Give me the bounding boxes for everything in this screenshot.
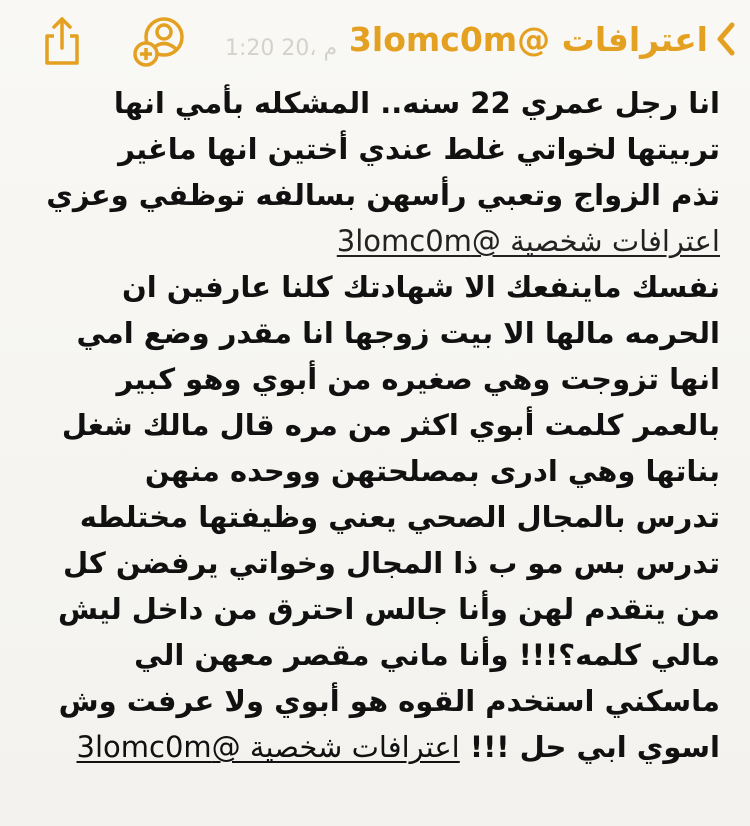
last-note-line bbox=[40, 724, 720, 770]
note-line: من يتقدم لهن وأنا جالس احترق من داخل ليش bbox=[57, 592, 720, 626]
add-user-icon[interactable] bbox=[130, 14, 192, 68]
toolbar bbox=[0, 0, 750, 80]
chevron-right-icon bbox=[712, 19, 742, 59]
note-line: مالي كلمه؟!!! وأنا ماني مقصر معهن الي bbox=[134, 638, 720, 672]
note-date: 1:20 م ،20 bbox=[225, 36, 338, 61]
note-line: نفسك ماينفعك الا شهادتك كلنا عارفين ان bbox=[122, 270, 720, 304]
back-button[interactable] bbox=[349, 14, 742, 64]
hashtag-link[interactable]: اعترافات شخصية @3lomc0m bbox=[76, 730, 460, 764]
note-line: انها تزوجت وهي صغيره من أبوي وهو كبير bbox=[116, 362, 720, 396]
note-line: بالعمر كلمت أبوي اكثر من مره قال مالك شغل bbox=[61, 408, 720, 442]
note-line-text: اسوي ابي حل !!! bbox=[469, 730, 720, 764]
note-line: تدرس بس مو ب ذا المجال وخواتي يرفضن كل bbox=[63, 546, 720, 580]
note-line: تربيتها لخواتي غلط عندي أختين انها ماغير bbox=[118, 132, 720, 166]
note-line: بناتها وهي ادرى بمصلحتهن ووحده منهن bbox=[144, 454, 720, 488]
note-line: تذم الزواج وتعبي رأسهن بسالفه توظفي وعزي bbox=[46, 178, 720, 212]
note-line: انا رجل عمري 22 سنه.. المشكله بأمي انها bbox=[113, 86, 720, 120]
hashtag-line bbox=[40, 218, 720, 264]
share-icon[interactable] bbox=[42, 16, 82, 66]
note-line: تدرس بالمجال الصحي يعني وظيفتها مختلطه bbox=[79, 500, 720, 534]
note-line: ماسكني استخدم القوه هو أبوي ولا عرفت وش bbox=[58, 684, 720, 718]
folder-title: اعترافات @3lomc0m bbox=[348, 19, 708, 59]
hashtag-link[interactable]: اعترافات شخصية @3lomc0m bbox=[336, 224, 720, 258]
note-body[interactable] bbox=[40, 80, 720, 770]
note-line: الحرمه مالها الا بيت زوجها انا مقدر وضع امي bbox=[76, 316, 720, 350]
